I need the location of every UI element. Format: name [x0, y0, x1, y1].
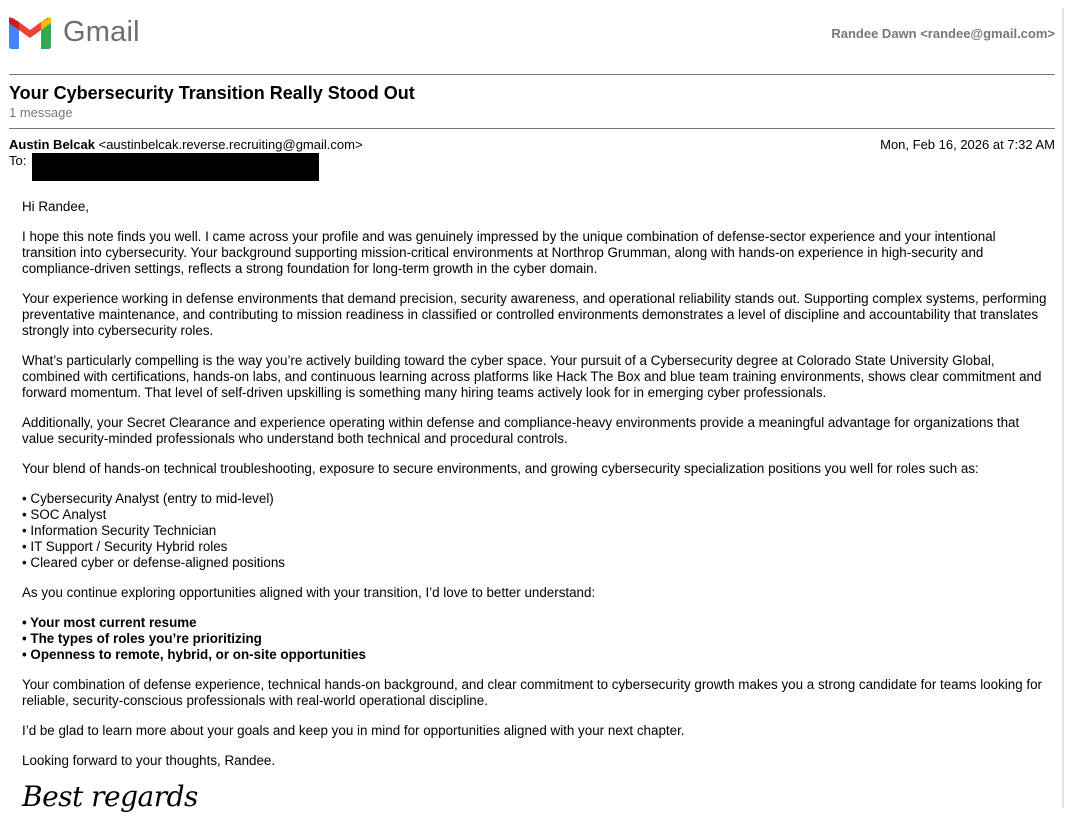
message-count: 1 message — [9, 105, 73, 120]
divider — [9, 128, 1055, 129]
paragraph: Your combination of defense experience, technical hands-on background, and clear commitment to cybersecurity growth makes you a strong candidate for teams looking for reliable, security-conscious professionals with real-world operational discipline. — [22, 677, 1042, 708]
list-item: • The types of roles you’re prioritizing — [22, 631, 262, 646]
sender-name: Austin Belcak — [9, 137, 95, 152]
paragraph: Your experience working in defense environments that demand precision, security awareness, and operational reliability stands out. Supporting complex systems, performing preventative maintenance, and contributing to mission readiness in classified or controlled environments demonstrates a level of discipline and accountability that translates strongly into cybersecurity roles. — [22, 291, 1047, 338]
message-date: Mon, Feb 16, 2026 at 7:32 AM — [880, 137, 1055, 152]
list-item: • Your most current resume — [22, 615, 197, 630]
sender-line — [9, 137, 363, 152]
gmail-logo-icon — [9, 17, 51, 49]
scrollbar[interactable] — [1062, 8, 1064, 808]
message-body — [22, 199, 1052, 783]
signoff: Best regards — [22, 780, 198, 813]
paragraph: Additionally, your Secret Clearance and experience operating within defense and compliance-heavy environments provide a meaningful advantage for organizations that value security-minded professionals who understand both technical and procedural controls. — [22, 415, 1020, 446]
asks-list — [22, 615, 1052, 663]
divider — [9, 74, 1055, 75]
greeting: Hi Randee, — [22, 199, 89, 214]
list-item: • IT Support / Security Hybrid roles — [22, 539, 228, 554]
recipient-label: To: — [9, 153, 27, 168]
list-item: • Cleared cyber or defense-aligned positions — [22, 555, 285, 570]
list-item: • Information Security Technician — [22, 523, 217, 538]
sender-email: <austinbelcak.reverse.recruiting@gmail.com> — [98, 137, 363, 152]
roles-list — [22, 491, 1052, 571]
paragraph: I hope this note finds you well. I came across your profile and was genuinely impressed by the unique combination of defense-sector experience and your intentional transition into cybersecurity. Your background supporting mission-critical environments at Northrop Grumman, along with hands-on experience in high-security and compliance-driven settings, reflects a strong foundation for long-term growth in the cyber domain. — [22, 229, 996, 276]
header — [9, 13, 1055, 57]
paragraph: I’d be glad to learn more about your goals and keep you in mind for opportunities aligned with your next chapter. — [22, 723, 685, 738]
brand-name: Gmail — [63, 16, 140, 48]
paragraph: Your blend of hands-on technical troubleshooting, exposure to secure environments, and growing cybersecurity specialization positions you well for roles such as: — [22, 461, 979, 476]
paragraph: Looking forward to your thoughts, Randee. — [22, 753, 276, 768]
list-item: • Cybersecurity Analyst (entry to mid-level) — [22, 491, 274, 506]
paragraph: What’s particularly compelling is the way you’re actively building toward the cyber space. Your pursuit of a Cybersecurity degree at Colorado State University Global, combined with certifications, hands-on labs, and continuous learning across platforms like Hack The Box and blue team training environments, shows clear commitment and forward momentum. That level of self-driven upskilling is something many hiring teams actively look for in emerging cyber professionals. — [22, 353, 1042, 400]
list-item: • Openness to remote, hybrid, or on-site opportunities — [22, 647, 366, 662]
thread-subject: Your Cybersecurity Transition Really Stood Out — [9, 83, 415, 103]
list-item: • SOC Analyst — [22, 507, 107, 522]
redacted-recipient — [32, 153, 319, 181]
account-label: Randee Dawn <randee@gmail.com> — [831, 26, 1055, 41]
paragraph: As you continue exploring opportunities aligned with your transition, I’d love to better understand: — [22, 585, 596, 600]
